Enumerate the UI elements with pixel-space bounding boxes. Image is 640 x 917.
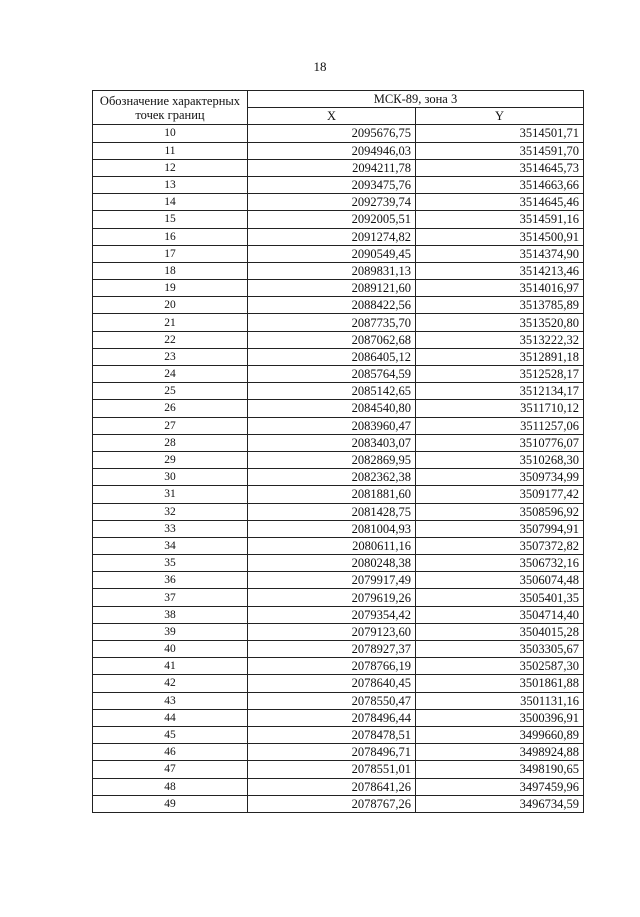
table-row — [93, 623, 584, 640]
y-coordinate-cell: 3506074,48 — [416, 572, 584, 589]
table-row — [93, 606, 584, 623]
y-coordinate-cell: 3512528,17 — [416, 366, 584, 383]
point-id-cell: 31 — [93, 486, 248, 503]
table-row — [93, 348, 584, 365]
table-row — [93, 537, 584, 554]
x-coordinate-cell: 2078550,47 — [248, 692, 416, 709]
y-coordinate-cell: 3514645,73 — [416, 159, 584, 176]
x-coordinate-cell: 2082362,38 — [248, 469, 416, 486]
x-coordinate-cell: 2078641,26 — [248, 778, 416, 795]
point-id-cell: 28 — [93, 434, 248, 451]
y-coordinate-cell: 3511257,06 — [416, 417, 584, 434]
table-row — [93, 641, 584, 658]
table-body — [93, 125, 584, 813]
x-coordinate-cell: 2078640,45 — [248, 675, 416, 692]
point-id-cell: 34 — [93, 537, 248, 554]
point-id-cell: 10 — [93, 125, 248, 142]
point-id-cell: 19 — [93, 280, 248, 297]
x-coordinate-cell: 2078496,71 — [248, 744, 416, 761]
header-coordinate-system: МСК-89, зона 3 — [248, 91, 584, 108]
table-row — [93, 314, 584, 331]
table-row — [93, 555, 584, 572]
x-coordinate-cell: 2078496,44 — [248, 709, 416, 726]
table-row — [93, 125, 584, 142]
point-id-cell: 13 — [93, 176, 248, 193]
y-coordinate-cell: 3511710,12 — [416, 400, 584, 417]
table-row — [93, 159, 584, 176]
point-id-cell: 47 — [93, 761, 248, 778]
table-row — [93, 675, 584, 692]
header-x: X — [248, 108, 416, 125]
point-id-cell: 11 — [93, 142, 248, 159]
x-coordinate-cell: 2079123,60 — [248, 623, 416, 640]
point-id-cell: 33 — [93, 520, 248, 537]
x-coordinate-cell: 2092005,51 — [248, 211, 416, 228]
y-coordinate-cell: 3498190,65 — [416, 761, 584, 778]
x-coordinate-cell: 2082869,95 — [248, 451, 416, 468]
table-row — [93, 366, 584, 383]
y-coordinate-cell: 3509177,42 — [416, 486, 584, 503]
table-row — [93, 280, 584, 297]
x-coordinate-cell: 2078551,01 — [248, 761, 416, 778]
point-id-cell: 21 — [93, 314, 248, 331]
x-coordinate-cell: 2086405,12 — [248, 348, 416, 365]
y-coordinate-cell: 3499660,89 — [416, 726, 584, 743]
y-coordinate-cell: 3506732,16 — [416, 555, 584, 572]
y-coordinate-cell: 3514374,90 — [416, 245, 584, 262]
x-coordinate-cell: 2092739,74 — [248, 194, 416, 211]
table-row — [93, 795, 584, 812]
x-coordinate-cell: 2079917,49 — [248, 572, 416, 589]
table-row — [93, 692, 584, 709]
y-coordinate-cell: 3500396,91 — [416, 709, 584, 726]
table-row — [93, 434, 584, 451]
y-coordinate-cell: 3507994,91 — [416, 520, 584, 537]
table-row — [93, 778, 584, 795]
x-coordinate-cell: 2085764,59 — [248, 366, 416, 383]
y-coordinate-cell: 3502587,30 — [416, 658, 584, 675]
x-coordinate-cell: 2094211,78 — [248, 159, 416, 176]
point-id-cell: 25 — [93, 383, 248, 400]
y-coordinate-cell: 3507372,82 — [416, 537, 584, 554]
table-row — [93, 194, 584, 211]
point-id-cell: 38 — [93, 606, 248, 623]
x-coordinate-cell: 2093475,76 — [248, 176, 416, 193]
table-row — [93, 761, 584, 778]
x-coordinate-cell: 2095676,75 — [248, 125, 416, 142]
table-row — [93, 469, 584, 486]
y-coordinate-cell: 3510776,07 — [416, 434, 584, 451]
table-row — [93, 744, 584, 761]
x-coordinate-cell: 2081881,60 — [248, 486, 416, 503]
y-coordinate-cell: 3498924,88 — [416, 744, 584, 761]
point-id-cell: 42 — [93, 675, 248, 692]
x-coordinate-cell: 2089831,13 — [248, 262, 416, 279]
y-coordinate-cell: 3497459,96 — [416, 778, 584, 795]
table-row — [93, 658, 584, 675]
x-coordinate-cell: 2083960,47 — [248, 417, 416, 434]
x-coordinate-cell: 2084540,80 — [248, 400, 416, 417]
y-coordinate-cell: 3504015,28 — [416, 623, 584, 640]
table-header — [93, 91, 584, 125]
point-id-cell: 40 — [93, 641, 248, 658]
point-id-cell: 44 — [93, 709, 248, 726]
point-id-cell: 49 — [93, 795, 248, 812]
coordinates-table — [92, 90, 584, 813]
y-coordinate-cell: 3501861,88 — [416, 675, 584, 692]
x-coordinate-cell: 2078927,37 — [248, 641, 416, 658]
table-row — [93, 211, 584, 228]
point-id-cell: 43 — [93, 692, 248, 709]
point-id-cell: 46 — [93, 744, 248, 761]
table-row — [93, 486, 584, 503]
y-coordinate-cell: 3512134,17 — [416, 383, 584, 400]
table-row — [93, 520, 584, 537]
table-row — [93, 176, 584, 193]
point-id-cell: 15 — [93, 211, 248, 228]
y-coordinate-cell: 3513520,80 — [416, 314, 584, 331]
x-coordinate-cell: 2080611,16 — [248, 537, 416, 554]
y-coordinate-cell: 3509734,99 — [416, 469, 584, 486]
table-row — [93, 417, 584, 434]
point-id-cell: 23 — [93, 348, 248, 365]
table-row — [93, 709, 584, 726]
point-id-cell: 36 — [93, 572, 248, 589]
x-coordinate-cell: 2087735,70 — [248, 314, 416, 331]
table-row — [93, 503, 584, 520]
point-id-cell: 30 — [93, 469, 248, 486]
point-id-cell: 39 — [93, 623, 248, 640]
y-coordinate-cell: 3496734,59 — [416, 795, 584, 812]
y-coordinate-cell: 3513785,89 — [416, 297, 584, 314]
point-id-cell: 24 — [93, 366, 248, 383]
table-row — [93, 400, 584, 417]
point-id-cell: 41 — [93, 658, 248, 675]
point-id-cell: 16 — [93, 228, 248, 245]
y-coordinate-cell: 3514663,66 — [416, 176, 584, 193]
x-coordinate-cell: 2081428,75 — [248, 503, 416, 520]
point-id-cell: 12 — [93, 159, 248, 176]
x-coordinate-cell: 2087062,68 — [248, 331, 416, 348]
point-id-cell: 17 — [93, 245, 248, 262]
table-row — [93, 726, 584, 743]
point-id-cell: 18 — [93, 262, 248, 279]
y-coordinate-cell: 3512891,18 — [416, 348, 584, 365]
table-row — [93, 228, 584, 245]
table-row — [93, 297, 584, 314]
x-coordinate-cell: 2094946,03 — [248, 142, 416, 159]
point-id-cell: 29 — [93, 451, 248, 468]
y-coordinate-cell: 3510268,30 — [416, 451, 584, 468]
x-coordinate-cell: 2083403,07 — [248, 434, 416, 451]
point-id-cell: 14 — [93, 194, 248, 211]
y-coordinate-cell: 3514016,97 — [416, 280, 584, 297]
header-row-1 — [93, 91, 584, 108]
y-coordinate-cell: 3514500,91 — [416, 228, 584, 245]
x-coordinate-cell: 2085142,65 — [248, 383, 416, 400]
x-coordinate-cell: 2088422,56 — [248, 297, 416, 314]
x-coordinate-cell: 2080248,38 — [248, 555, 416, 572]
y-coordinate-cell: 3505401,35 — [416, 589, 584, 606]
point-id-cell: 32 — [93, 503, 248, 520]
header-y: Y — [416, 108, 584, 125]
table-row — [93, 451, 584, 468]
point-id-cell: 48 — [93, 778, 248, 795]
y-coordinate-cell: 3513222,32 — [416, 331, 584, 348]
header-point-designation: Обозначение характерных точек границ — [93, 91, 248, 125]
y-coordinate-cell: 3514591,16 — [416, 211, 584, 228]
point-id-cell: 37 — [93, 589, 248, 606]
point-id-cell: 45 — [93, 726, 248, 743]
x-coordinate-cell: 2079354,42 — [248, 606, 416, 623]
page-number: 18 — [313, 59, 327, 74]
table-row — [93, 331, 584, 348]
table-row — [93, 142, 584, 159]
table-row — [93, 383, 584, 400]
x-coordinate-cell: 2078766,19 — [248, 658, 416, 675]
table-row — [93, 262, 584, 279]
x-coordinate-cell: 2081004,93 — [248, 520, 416, 537]
y-coordinate-cell: 3514591,70 — [416, 142, 584, 159]
x-coordinate-cell: 2089121,60 — [248, 280, 416, 297]
y-coordinate-cell: 3503305,67 — [416, 641, 584, 658]
x-coordinate-cell: 2078478,51 — [248, 726, 416, 743]
point-id-cell: 20 — [93, 297, 248, 314]
y-coordinate-cell: 3514645,46 — [416, 194, 584, 211]
table-row — [93, 245, 584, 262]
x-coordinate-cell: 2090549,45 — [248, 245, 416, 262]
point-id-cell: 27 — [93, 417, 248, 434]
y-coordinate-cell: 3508596,92 — [416, 503, 584, 520]
point-id-cell: 22 — [93, 331, 248, 348]
table-row — [93, 589, 584, 606]
y-coordinate-cell: 3514501,71 — [416, 125, 584, 142]
x-coordinate-cell: 2091274,82 — [248, 228, 416, 245]
point-id-cell: 35 — [93, 555, 248, 572]
point-id-cell: 26 — [93, 400, 248, 417]
y-coordinate-cell: 3514213,46 — [416, 262, 584, 279]
y-coordinate-cell: 3504714,40 — [416, 606, 584, 623]
table-row — [93, 572, 584, 589]
x-coordinate-cell: 2079619,26 — [248, 589, 416, 606]
x-coordinate-cell: 2078767,26 — [248, 795, 416, 812]
y-coordinate-cell: 3501131,16 — [416, 692, 584, 709]
